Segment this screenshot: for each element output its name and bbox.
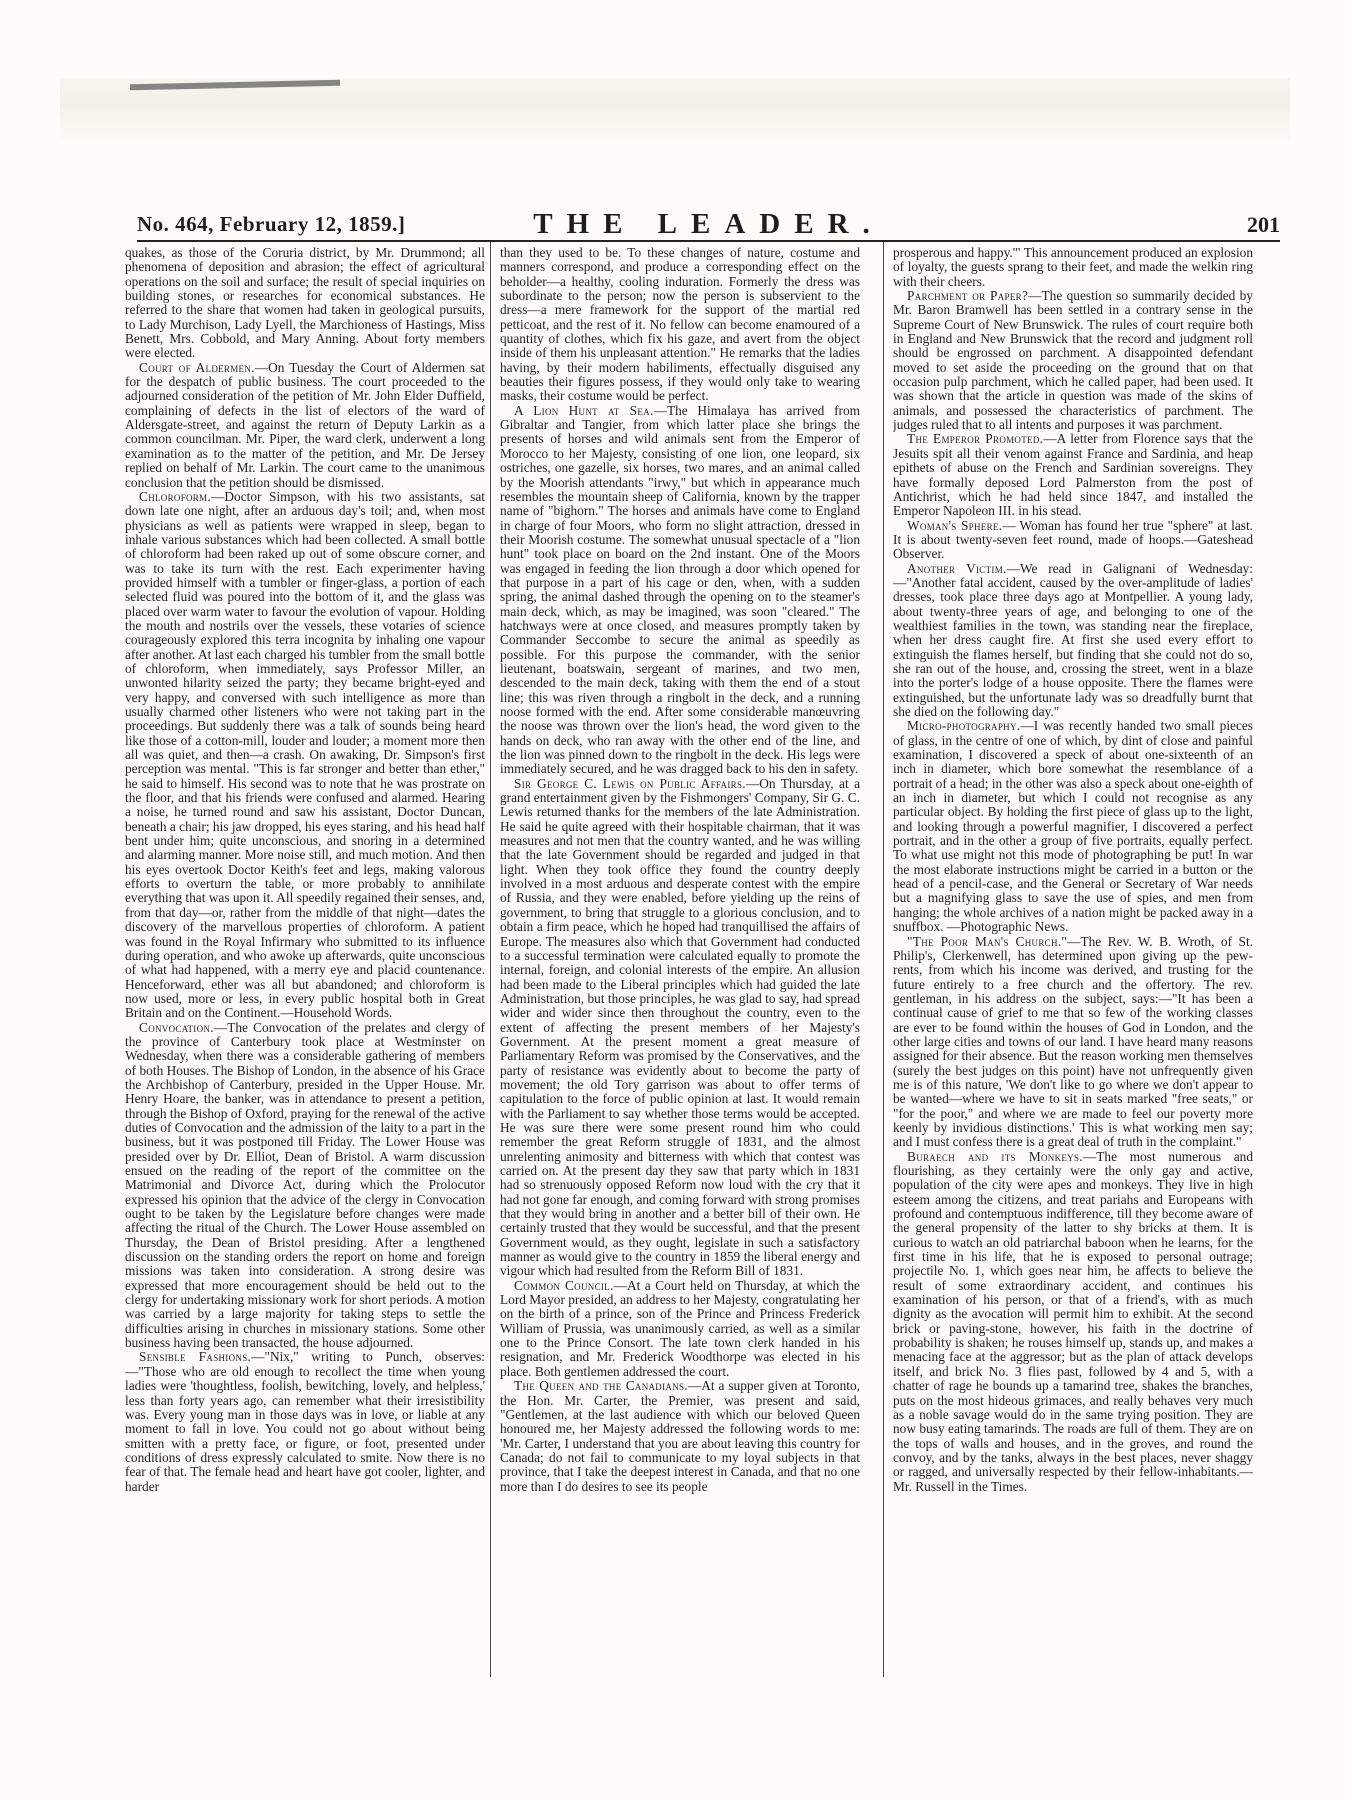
article-text: —A letter from Florence says that the Jesuits spit all their venom against France and Sardinia, and heap epithets of abuse on the French and Sardinian sovereigns. They have formally deposed Lord Palmerston from the post of Antichrist, which he had held since 1847, and installed the Emperor Napoleon III. in his stead.: [893, 431, 1253, 519]
article-text: —Doctor Simpson, with his two assistants, sat down late one night, after an arduous day's toil; and, when most physicians as well as patients were wrapped in sleep, began to inhale various substances which had been collected. A small bottle of chloroform had been raked up out of some obscure corner, and was to take its turn with the rest. Each experimenter having provided himself with a tumbler or finger-glass, a portion of each selected fluid was poured into the bottom of it, and the glass was placed over warm water to favour the evolution of vapour. Holding the mouth and nostrils over the vessels, these votaries of science courageously explored this terra incognita by inhaling one vapour after another. At last each charged his tumbler from the small bottle of chloroform, when immediately, says Professor Miller, an unwonted hilarity seized the party; they became bright-eyed and very happy, and conversed with such intelligence as more than usually charmed other listeners who were not taking part in the proceedings. But suddenly there was a talk of sounds being heard like those of a cotton-mill, louder and louder; a moment more then all was quiet, and then—a crash. On awaking, Dr. Simpson's first perception was mental. "This is far stronger and better than ether," he said to himself. His second was to note that he was prostrate on the floor, and that his friends were confused and alarmed. Hearing a noise, he turned round and saw his assistant, Doctor Duncan, beneath a chair; his jaw dropped, his eyes staring, and his head half bent under him; quite unconscious, and snoring in a determined and alarming manner. More noise still, and much motion. And then his eyes overtook Doctor Keith's feet and legs, making valorous efforts to overturn the table, or more probably to annihilate everything that was upon it. All speedily regained their senses, and, from that day—or, rather from the middle of that night—dates the discovery of the marvellous properties of chloroform. A patient was found in the Royal Infirmary who submitted to its influence during operation, and who awoke up afterwards, quite unconscious of what had happened, with a merry eye and placid countenance. Henceforward, ether was all but abandoned; and chloroform is now used, more or less, in every public hospital both in Great Britain and on the Continent.—Household Words.: [125, 488, 485, 1021]
article-paragraph: [893, 719, 1253, 934]
article-paragraph: [893, 432, 1253, 518]
article-paragraph: [893, 562, 1253, 720]
article-paragraph: [125, 490, 485, 1021]
article-text: —The question so summarily decided by Mr. Baron Bramwell has been settled in a contrary sense in the Supreme Court of New Brunswick. The rules of court require both in England and New Brunswick that the record and judgment roll should be engrossed on parchment. A disappointed defendant moved to set aside the proceeding on the ground that on that occasion pulp parchment, which he called paper, had been used. It was shown that the article in question was made of the skins of animals, and possessed the characteristics of parchment. The judges ruled that to all intents and purposes it was parchment.: [893, 288, 1253, 433]
article-text: than they used to be. To these changes of nature, costume and manners correspond, and produce a corresponding effect on the beholder—a healthy, cooling induration. Formerly the dress was subordinate to the person; now the person is subservient to the dress—a mere framework for the support of the martial red petticoat, and the rest of it. No fellow can become enamoured of a quantity of clothes, which fix his gaze, and avert from the object inside of them his unpleasant attention." He remarks that the ladies having, by their modern habiliments, effectually disguised any beauties their figures possess, if they would only take to wearing masks, their costume would be perfect.: [500, 246, 860, 404]
article-heading: Micro-photography.: [907, 718, 1021, 734]
article-heading: "The Poor Man's Church.": [907, 933, 1068, 949]
article-heading: Sensible Fashions.: [139, 1349, 252, 1365]
newspaper-title: THE LEADER.: [533, 208, 884, 240]
column-3: [893, 246, 1253, 1494]
article-text: prosperous and happy.'" This announcement produced an explosion of loyalty, the guests sprang to their feet, and made the welkin ring with their cheers.: [893, 246, 1253, 289]
article-heading: Buraech and its Monkeys.: [907, 1148, 1083, 1164]
article-text: —The Himalaya has arrived from Gibraltar and Tangier, from which latter place she brings the presents of horses and wild animals sent from the Emperor of Morocco to her Majesty, consisting of one lion, one leopard, six ostriches, one gazelle, six horses, two mares, and an animal called by the Moorish attendants "irwy," but which in appearance much resembles the mountain sheep of California, known by the trapper name of "bighorn." The horses and animals have come to England in charge of four Moors, who form no slight attraction, dressed in their Moorish costume. The somewhat unusual spectacle of a "lion hunt" took place on board on the 2nd instant. One of the Moors was engaged in feeding the lion through a door which opened for that purpose in a part of his cage or den, when, with a sudden spring, the animal dashed through the opening on to the steamer's main deck, which, as may be imagined, was soon "cleared." The hatchways were at once closed, and measures promptly taken by Commander Seccombe to secure the animal as speedily as possible. For this purpose the commander, with the senior lieutenant, boatswain, sergeant of marines, and two men, descended to the main deck, taking with them the end of a stout line; this was riven through a ringbolt in the deck, and a running noose formed with the end. After some considerable manœuvring the noose was thrown over the lion's head, the word given to the hands on deck, who ran away with the other end of the line, and the lion was pinned down to the ringbolt in the deck. His legs were immediately secured, and he was dragged back to his den in safety.: [500, 402, 860, 777]
article-paragraph: [500, 777, 860, 1279]
article-text: — Woman has found her true "sphere" at last. It is about twenty-seven feet round, made of hoops.—Gateshead Observer.: [893, 517, 1253, 562]
article-paragraph: [500, 1279, 860, 1379]
article-paragraph: [500, 404, 860, 777]
article-text: quakes, as those of the Coruria district, by Mr. Drummond; all phenomena of deposition and abrasion; the effect of agricultural operations on the soil and surface; the result of special inquiries on building stones, or researches for economical substances. He referred to the share that women had taken in geological pursuits, to Lady Murchison, Lady Lyell, the Marchioness of Hastings, Miss Benett, Mrs. Cobbold, and Mary Anning. About forty members were elected.: [125, 246, 485, 361]
article-heading: Sir George C. Lewis on Public Affairs.: [514, 775, 746, 791]
article-heading: Parchment or Paper?: [907, 288, 1029, 304]
issue-date: No. 464, February 12, 1859.]: [137, 212, 406, 236]
column-1: [125, 246, 485, 1494]
column-2: [500, 246, 860, 1494]
header-rule: [137, 240, 1280, 242]
article-paragraph: [125, 361, 485, 490]
article-paragraph: [125, 1021, 485, 1351]
page-number: 201: [1247, 212, 1280, 237]
column-rule-2: [883, 242, 884, 1677]
article-text: —At a Court held on Thursday, at which the Lord Mayor presided, an address to her Majesty, congratulating her on the birth of a prince, son of the Prince and Princess Frederick William of Prussia, was unanimously carried, as well as a similar one to the Prince Consort. The late town clerk handed in his resignation, and Mr. Frederick Woodthorpe was elected in his place. Both gentlemen addressed the court.: [500, 1277, 860, 1379]
column-rule-1: [490, 242, 491, 1677]
article-text: —On Tuesday the Court of Aldermen sat for the despatch of public business. The court proceeded to the adjourned consideration of the petition of Mr. John Elder Duffield, complaining of defects in the list of electors of the ward of Aldersgate-street, and against the return of Deputy Larkin as a common councilman. Mr. Piper, the ward clerk, underwent a long examination as to the matter of the petition, and Mr. De Jersey replied on behalf of Mr. Larkin. The court came to the unanimous conclusion that the petition should be dismissed.: [125, 359, 485, 490]
masthead: [137, 208, 1280, 240]
article-paragraph: [893, 289, 1253, 432]
article-heading: A Lion Hunt at Sea.: [514, 402, 654, 418]
article-heading: Court of Aldermen.: [139, 359, 255, 375]
article-text: —At a supper given at Toronto, the Hon. Mr. Carter, the Premier, was present and said, "Gentlemen, at the last audience with which our beloved Queen honoured me, her Majesty addressed the following words to me: 'Mr. Carter, I understand that you are about leaving this country for Canada; do not fail to communicate to my loyal subjects in that province, that I take the deepest interest in Canada, and that no one more than I do desires to see its people: [500, 1378, 860, 1494]
article-heading: Common Council.: [514, 1277, 614, 1293]
article-text: —The Convocation of the prelates and clergy of the province of Canterbury took place at Westminster on Wednesday, when there was a considerable gathering of members of both Houses. The Bishop of London, in the absence of his Grace the Archbishop of Canterbury, presided in the Upper House. Mr. Henry Hoare, the banker, was in attendance to present a petition, through the Bishop of Oxford, praying for the renewal of the active duties of Convocation and the admission of the laity to a part in the business, but it was postponed till Friday. The Lower House was presided over by Dr. Elliot, Dean of Bristol. A warm discussion ensued on the reading of the report of the committee on the Matrimonial and Divorce Act, during which the Prolocutor expressed his opinion that the advice of the clergy in Convocation ought to be taken by the Legislature before changes were made affecting the ritual of the Church. The Lower House assembled on Thursday, the Dean of Bristol presiding. After a lengthened discussion on the standing orders the report on home and foreign missions was taken into consideration. A strong desire was expressed that more encouragement should be held out to the clergy for undertaking missionary work for short periods. A motion was carried by a large majority for taking steps to settle the difficulties arising in churches in missionary stations. Some other business having been transacted, the house adjourned.: [125, 1019, 485, 1351]
article-paragraph: [893, 935, 1253, 1150]
article-text: —On Thursday, at a grand entertainment given by the Fishmongers' Company, Sir G. C. Lewis returned thanks for the members of the late Administration. He said he quite agreed with their hospitable chairman, that it was measures and not men that the country wanted, and he was willing that the late Government should be regarded and judged in that light. When they took office they found the country deeply involved in a most arduous and desperate contest with the empire of Russia, and they were enabled, before yielding up the reins of government, to bring that struggle to a glorious conclusion, and to obtain a firm peace, which he hoped had tranquillised the affairs of Europe. The measures also which that Government had conducted to a successful termination were calculated equally to promote the internal, foreign, and colonial interests of the empire. An allusion had been made to the Liberal principles which had guided the late Administration, but those principles, he was glad to say, had spread wider and wider since then throughout the country, even to the extent of affecting the present members of her Majesty's Government. At the present moment a great measure of Parliamentary Reform was promised by the Conservatives, and the party of resistance was evidently about to become the party of movement; the old Tory garrison was about to offer terms of capitulation to the force of public opinion at last. It would remain with the Parliament to say whether those terms would be accepted. He was sure there were some present round him who could remember the great Reform struggle of 1831, and the almost unrelenting animosity and bitterness with which that contest was carried on. At the present day they saw that party which in 1831 had so strenuously opposed Reform now loud with the cry that it had not gone far enough, and coming forward with strong promises that they would bring in another and a better bill of their own. He certainly trusted that they would be successful, and that the present Government would, as they ought, legislate in such a satisfactory manner as would give to the country in 1859 the liberal energy and vigour which had resulted from the Reform Bill of 1831.: [500, 775, 860, 1279]
article-text: —"Nix," writing to Punch, observes:—"Those who are old enough to recollect the time when young ladies were 'thoughtless, foolish, bewitching, lovely, and helpless,' less than forty years ago, can remember what their irresistibility was. Every young man in those days was in love, or liable at any moment to fall in love. You could not go about without being smitten with a pretty face, or figure, or foot, presented under conditions of dress expressly calculated to smite. Now there is no fear of that. The female head and heart have got cooler, lighter, and harder: [125, 1349, 485, 1494]
article-heading: Chloroform.: [139, 488, 212, 504]
article-paragraph: [125, 246, 485, 361]
article-heading: The Queen and the Canadians.: [514, 1378, 688, 1394]
article-paragraph: [125, 1350, 485, 1493]
article-text: —The Rev. W. B. Wroth, of St. Philip's, Clerkenwell, has determined upon giving up the pew-rents, from which his income was derived, and trusting for the future entirely to a free church and the offertory. The rev. gentleman, in his address on the subject, says:—"It has been a continual cause of grief to me that so few of the working classes are ever to be found within the houses of God in London, and the other large cities and towns of our land. I have heard many reasons assigned for their absence. But the reason working men themselves (surely the best judges on this point) have not unfrequently given me is of this nature, 'We don't like to go where we don't appear to be wanted—where we have to sit in seats marked "free seats," or "for the poor," and where we are made to feel our poverty more keenly by invidious distinctions.' This is what working men say; and I must confess there is a great deal of truth in the complaint.": [893, 933, 1253, 1150]
article-heading: The Emperor Promoted.: [907, 431, 1044, 447]
article-text: —We read in Galignani of Wednesday:—"Another fatal accident, caused by the over-amplitude of ladies' dresses, took place three days ago at Montpellier. A young lady, about twenty-three years of age, and belonging to one of the wealthiest families in the town, was standing near the fireplace, when her dress caught fire. At first she used every effort to extinguish the flames herself, but finding that she could not do so, she ran out of the house, and, crossing the street, went in a blaze into the porter's lodge of a house opposite. There the flames were extinguished, but the unfortunate lady was so dreadfully burnt that she died on the following day.": [893, 560, 1253, 719]
article-paragraph: [893, 1150, 1253, 1494]
article-heading: Another Victim.: [907, 560, 1007, 576]
article-paragraph: [500, 1379, 860, 1494]
article-text: —I was recently handed two small pieces of glass, in the centre of one of which, by dint of close and painful examination, I discovered a speck of about one-sixteenth of an inch in diameter, which bore somewhat the resemblance of a portrait of a head; in the other was also a speck about one-eighth of an inch in diameter, but which I could not recognise as any particular object. By holding the first piece of glass up to the light, and looking through a powerful magnifier, I discovered a perfect portrait, and in the other a group of five portraits, equally perfect. To what use might not this mode of photographing be put! In war the most elaborate instructions might be carried in a button or the head of a pencil-case, and the General or Secretary of War needs but a magnifying glass to save the use of spies, and men from hanging; the whole archives of a nation might be packed away in a snuffbox. —Photographic News.: [893, 718, 1253, 935]
article-paragraph: [893, 519, 1253, 562]
article-paragraph: [893, 246, 1253, 289]
article-text: —The most numerous and flourishing, as they certainly were the only gay and active, population of the city were apes and monkeys. They live in high esteem among the citizens, and treat pariahs and Europeans with profound and contemptuous indifference, till they become aware of the general propensity of the latter to shy bricks at them. It is curious to watch an old patriarchal baboon when he learns, for the first time in his life, that he is exposed to personal outrage; projectile No. 1, which goes near him, he affects to believe the result of some extraordinary accident, and continues his examination of his person, or that of a friend's, with as much dignity as the avocation will permit him to exhibit. At the second brick or paving-stone, however, his faith in the doctrine of probability is shaken; he rouses himself up, stands up, and makes a menacing face at the aggressor; but as the plan of attack develops itself, and brick No. 3 flies past, followed by 4 and 5, with a chatter of rage he bounds up a tamarind tree, shakes the branches, puts on the most hideous grimaces, and really behaves very much as a noble savage would do in the same trying position. They are now busy eating tamarinds. The roads are full of them. They are on the tops of walls and houses, and in the groves, and round the convoy, and by the tanks, always in the best places, never shaggy or ragged, and universally respected by their fellow-inhabitants.—Mr. Russell in the Times.: [893, 1148, 1253, 1494]
article-paragraph: [500, 246, 860, 404]
article-heading: Woman's Sphere.: [907, 517, 1003, 533]
article-heading: Convocation.: [139, 1019, 214, 1035]
